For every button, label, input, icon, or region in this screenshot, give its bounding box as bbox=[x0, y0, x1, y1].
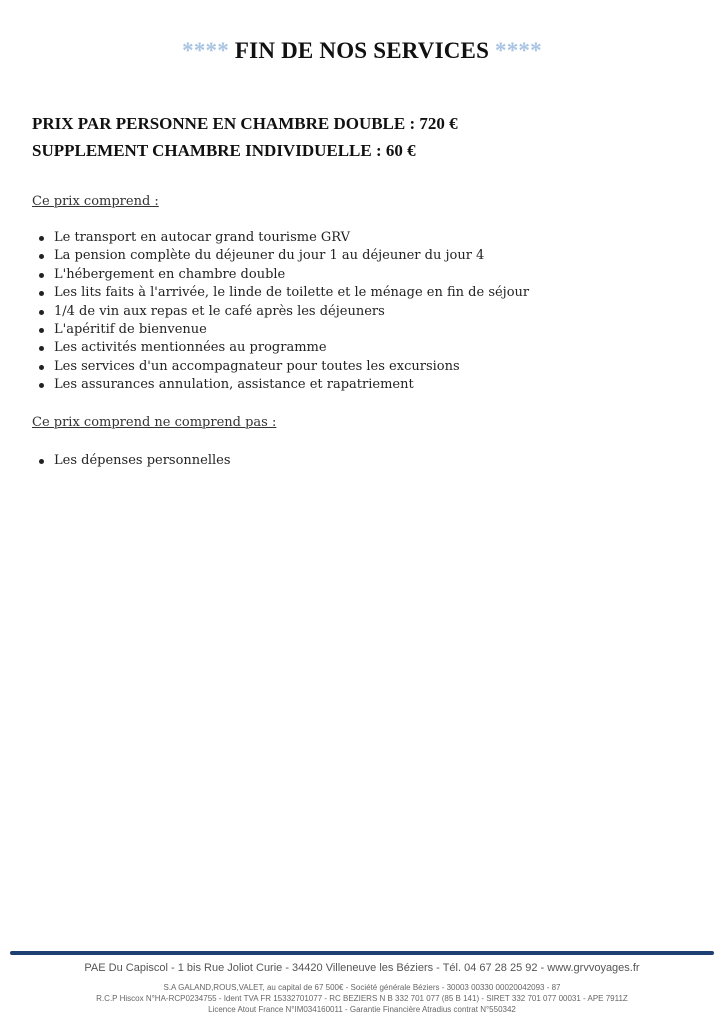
bullet-icon bbox=[39, 236, 44, 241]
list-item: L'hébergement en chambre double bbox=[32, 266, 529, 284]
footer-address: PAE Du Capiscol - 1 bis Rue Joliot Curie - 34420 Villeneuve les Béziers - Tél. 04 67 28 25 92 - www.grvvoyages.fr bbox=[84, 962, 640, 974]
title-stars-left: **** bbox=[182, 38, 229, 63]
list-item: L'apéritif de bienvenue bbox=[32, 321, 529, 339]
page-title bbox=[0, 38, 724, 64]
pricing-block bbox=[32, 110, 458, 164]
list-item: Les activités mentionnées au programme bbox=[32, 339, 529, 357]
title-text: FIN DE NOS SERVICES bbox=[234, 38, 490, 63]
list-item: Les dépenses personnelles bbox=[32, 452, 231, 470]
bullet-icon bbox=[39, 310, 44, 315]
list-item: Le transport en autocar grand tourisme GRV bbox=[32, 229, 529, 247]
includes-heading: Ce prix comprend : bbox=[32, 194, 159, 209]
list-item: Les assurances annulation, assistance et rapatriement bbox=[32, 376, 529, 394]
bullet-icon bbox=[39, 328, 44, 333]
list-item: 1/4 de vin aux repas et le café après les déjeuners bbox=[32, 303, 529, 321]
bullet-icon bbox=[39, 383, 44, 388]
price-single-supplement: SUPPLEMENT CHAMBRE INDIVIDUELLE : 60 € bbox=[32, 141, 416, 160]
bullet-icon bbox=[39, 291, 44, 296]
bullet-icon bbox=[39, 273, 44, 278]
title-stars-right: **** bbox=[495, 38, 542, 63]
footer-divider bbox=[10, 951, 714, 955]
list-item: La pension complète du déjeuner du jour 1 au déjeuner du jour 4 bbox=[32, 247, 529, 265]
excludes-heading: Ce prix comprend ne comprend pas : bbox=[32, 415, 277, 430]
bullet-icon bbox=[39, 365, 44, 370]
list-item: Les services d'un accompagnateur pour toutes les excursions bbox=[32, 358, 529, 376]
bullet-icon bbox=[39, 459, 44, 464]
footer-legal-line-2: R.C.P Hiscox N°HA-RCP0234755 - Ident TVA FR 15332701077 - RC BEZIERS N B 332 701 077 (85 B 141) - SIRET 332 701 077 00031 - APE 7911Z bbox=[96, 994, 628, 1003]
footer-legal-line-1: S.A GALAND,ROUS,VALET, au capital de 67 500€ - Société générale Béziers - 30003 00330 00020042093 - 87 bbox=[163, 983, 561, 992]
footer-legal-line-3: Licence Atout France N°IM034160011 - Garantie Financière Atradius contrat N°550342 bbox=[208, 1005, 516, 1014]
list-item: Les lits faits à l'arrivée, le linde de toilette et le ménage en fin de séjour bbox=[32, 284, 529, 302]
excludes-list bbox=[32, 452, 231, 470]
bullet-icon bbox=[39, 346, 44, 351]
includes-list bbox=[32, 229, 529, 395]
price-double-room: PRIX PAR PERSONNE EN CHAMBRE DOUBLE : 720 € bbox=[32, 114, 458, 133]
bullet-icon bbox=[39, 254, 44, 259]
